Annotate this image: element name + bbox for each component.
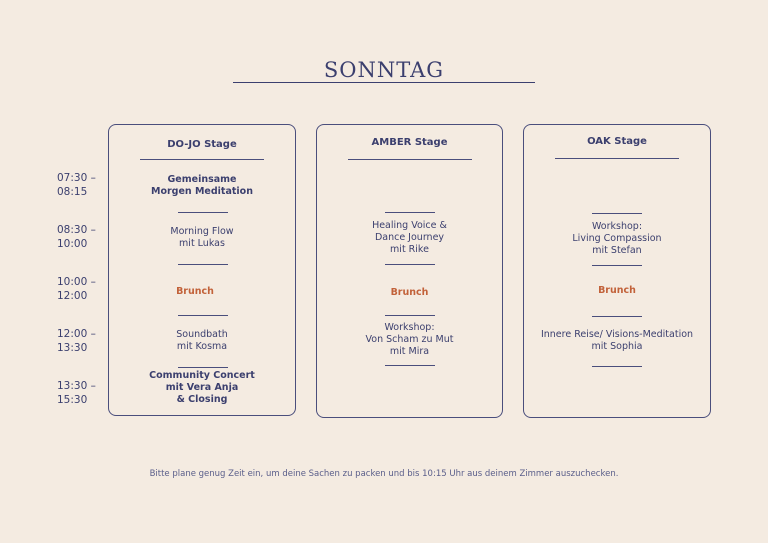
event-healing-voice: Healing Voice & Dance Journey mit Rike <box>372 220 447 255</box>
event-separator <box>178 212 228 213</box>
stage-title: OAK Stage <box>587 136 647 147</box>
title-underline <box>233 82 535 83</box>
stage-title-rule <box>140 159 264 160</box>
stage-card-amber <box>316 124 503 418</box>
event-separator <box>592 366 642 367</box>
event-brunch: Brunch <box>176 286 214 297</box>
time-slot-1: 07:30 – 08:15 <box>57 172 96 198</box>
event-separator <box>385 264 435 265</box>
stage-title-rule <box>555 158 679 159</box>
footer-note: Bitte plane genug Zeit ein, um deine Sachen zu packen und bis 10:15 Uhr aus deinem Zimmer auszuchecken. <box>149 469 619 479</box>
stage-title-rule <box>348 159 472 160</box>
event-soundbath: Soundbath mit Kosma <box>176 329 228 352</box>
page-title: SONNTAG <box>323 58 445 82</box>
time-slot-4: 12:00 – 13:30 <box>57 328 96 354</box>
event-separator <box>385 212 435 213</box>
time-slot-2: 08:30 – 10:00 <box>57 224 96 250</box>
stage-card-oak <box>523 124 711 418</box>
event-innere-reise: Innere Reise/ Visions-Meditation mit Sophia <box>540 329 694 352</box>
event-workshop-scham: Workshop: Von Scham zu Mut mit Mira <box>365 322 454 357</box>
event-separator <box>592 316 642 317</box>
event-gemeinsame-meditation: Gemeinsame Morgen Meditation <box>151 174 253 197</box>
time-slot-3: 10:00 – 12:00 <box>57 276 96 302</box>
event-living-compassion: Workshop: Living Compassion mit Stefan <box>572 221 662 256</box>
stage-card-dojo <box>108 124 296 416</box>
event-community-concert: Community Concert mit Vera Anja & Closing <box>149 370 255 405</box>
event-separator <box>592 265 642 266</box>
stage-title: AMBER Stage <box>371 137 448 148</box>
event-separator <box>592 213 642 214</box>
event-separator <box>178 367 228 368</box>
event-separator <box>385 365 435 366</box>
event-separator <box>385 315 435 316</box>
event-brunch: Brunch <box>598 285 636 296</box>
time-slot-5: 13:30 – 15:30 <box>57 380 96 406</box>
event-separator <box>178 315 228 316</box>
stage-title: DO-JO Stage <box>167 139 237 150</box>
event-separator <box>178 264 228 265</box>
event-brunch: Brunch <box>390 287 429 298</box>
event-morning-flow: Morning Flow mit Lukas <box>170 226 234 249</box>
